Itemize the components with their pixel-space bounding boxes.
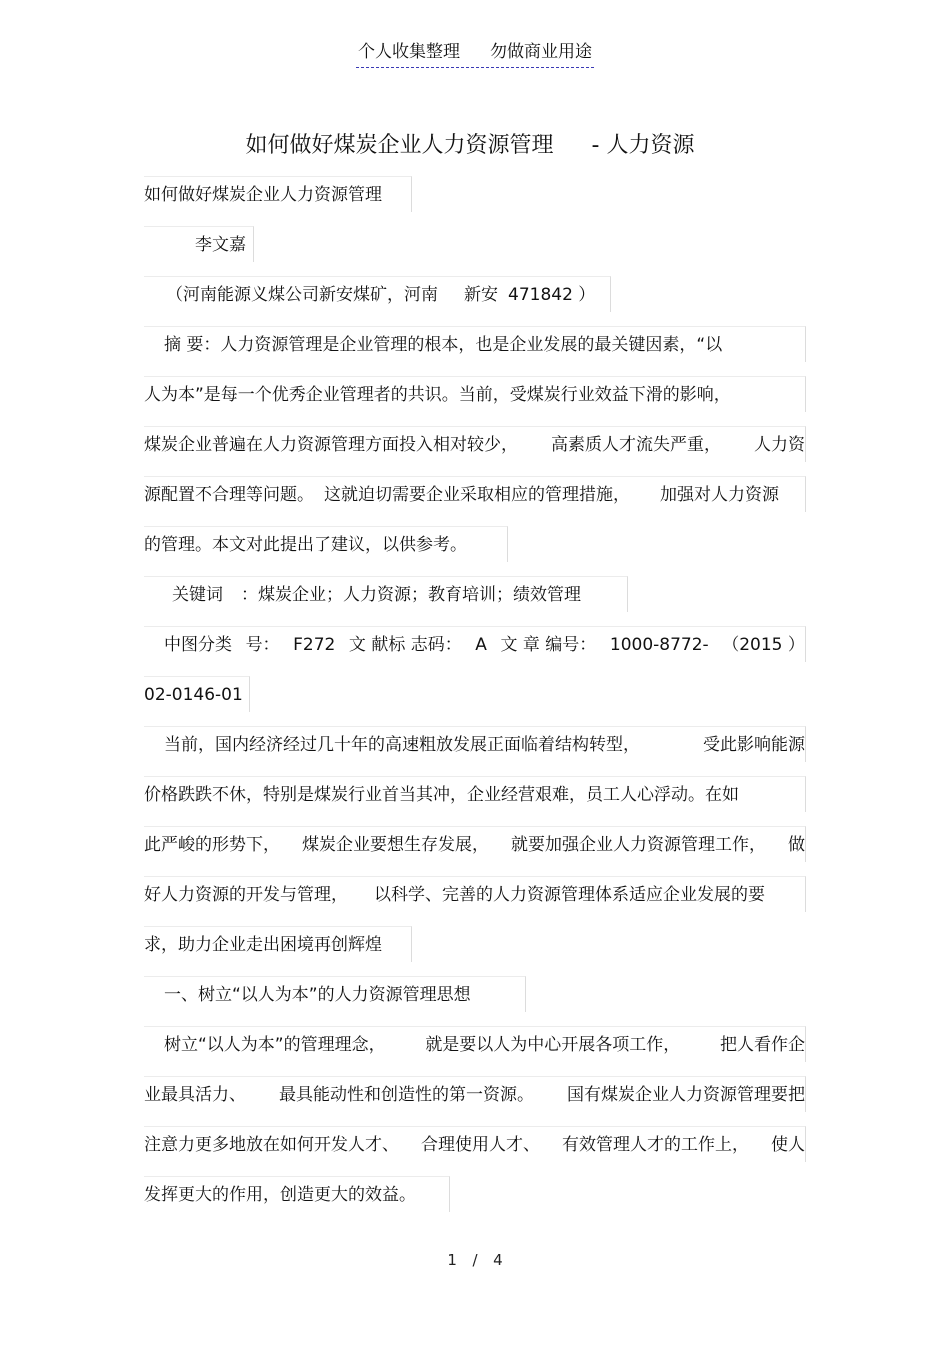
body-text: 煤炭企业要想生存发展， <box>302 835 489 855</box>
abstract-line-3 <box>144 426 806 462</box>
clc-text: （2015 ） <box>722 635 805 655</box>
body-text: 合理使用人才、 <box>421 1135 540 1155</box>
abstract-text: 摘 要：人力资源管理是企业管理的根本，也是企业发展的最关键因素，“以 <box>164 335 723 355</box>
section-heading-1 <box>144 976 526 1012</box>
section1-line-1 <box>144 1026 806 1062</box>
intro-line-3 <box>144 826 806 862</box>
body-text: 使人 <box>771 1135 805 1155</box>
body-text: 注意力更多地放在如何开发人才、 <box>144 1135 399 1155</box>
author-name: 李文嘉 <box>195 235 246 255</box>
document-title <box>0 130 940 162</box>
body-text: 以科学、完善的人力资源管理体系适应企业发展的要 <box>374 885 765 905</box>
abstract-text: 人为本”是每一个优秀企业管理者的共识。当前，受煤炭行业效益下滑的影响， <box>144 385 731 405</box>
clc-text: 02-0146-01 <box>144 685 243 705</box>
body-text: 树立“以人为本”的管理理念， <box>164 1035 386 1055</box>
header-left: 个人收集整理 <box>358 42 460 62</box>
body-text: 此严峻的形势下， <box>144 835 280 855</box>
title-suffix: - 人力资源 <box>591 133 695 158</box>
section1-line-2 <box>144 1076 806 1112</box>
body-text: 国有煤炭企业人力资源管理要把 <box>567 1085 805 1105</box>
classification-line <box>144 626 806 662</box>
abstract-line-5 <box>144 526 508 562</box>
body-text: 就要加强企业人力资源管理工作， <box>511 835 766 855</box>
abstract-text: 源配置不合理等问题。 <box>144 485 314 505</box>
abstract-line-1 <box>144 326 806 362</box>
section1-line-4 <box>144 1176 450 1212</box>
keywords-line <box>144 576 628 612</box>
page-separator: / <box>472 1251 478 1269</box>
abstract-text: 加强对人力资源 <box>660 485 779 505</box>
classification-line-2 <box>144 676 250 712</box>
body-text: 就是要以人为中心开展各项工作， <box>425 1035 681 1055</box>
clc-text: 号： <box>245 635 280 655</box>
abstract-line-4 <box>144 476 806 512</box>
intro-line-2 <box>144 776 806 812</box>
section1-line-3 <box>144 1126 806 1162</box>
keywords-label: 关键词 <box>172 585 223 605</box>
page-header <box>0 40 950 68</box>
section-heading-text: 一、树立“以人为本”的人力资源管理思想 <box>164 985 471 1005</box>
body-text: 发挥更大的作用，创造更大的效益。 <box>144 1185 416 1205</box>
title-main: 如何做好煤炭企业人力资源管理 <box>245 133 554 158</box>
page-number <box>0 1248 950 1272</box>
clc-text: A <box>475 635 487 655</box>
intro-line-5 <box>144 926 412 962</box>
header-text <box>356 40 594 68</box>
abstract-text: 煤炭企业普遍在人力资源管理方面投入相对较少， <box>144 435 518 455</box>
clc-text: F272 <box>293 635 336 655</box>
affiliation-postcode: 471842 ） <box>508 285 596 305</box>
page-current: 1 <box>447 1251 457 1269</box>
body-text: 价格跌跌不休，特别是煤炭行业首当其冲，企业经营艰难，员工人心浮动。在如 <box>144 785 739 805</box>
clc-text: 文 献标 志码： <box>348 635 462 655</box>
intro-line-1 <box>144 726 806 762</box>
affiliation-line <box>144 276 611 312</box>
body-text: 把人看作企 <box>720 1035 805 1055</box>
abstract-line-2 <box>144 376 806 412</box>
header-right: 勿做商业用途 <box>490 42 592 62</box>
abstract-text: 这就迫切需要企业采取相应的管理措施， <box>324 485 630 505</box>
intro-line-4 <box>144 876 806 912</box>
body-text: 做 <box>788 835 805 855</box>
page-total: 4 <box>493 1251 503 1269</box>
article-subtitle <box>144 176 412 212</box>
affiliation-org: （河南能源义煤公司新安煤矿，河南 <box>166 285 438 305</box>
body-text: 受此影响能源 <box>703 735 805 755</box>
keywords-text: ：煤炭企业；人力资源；教育培训；绩效管理 <box>241 585 581 605</box>
body-text: 求，助力企业走出困境再创辉煌 <box>144 935 382 955</box>
author-line <box>144 226 254 262</box>
body-text: 有效管理人才的工作上， <box>562 1135 749 1155</box>
body-text: 最具能动性和创造性的第一资源。 <box>279 1085 534 1105</box>
clc-text: 1000-8772- <box>609 635 709 655</box>
subtitle-text: 如何做好煤炭企业人力资源管理 <box>144 185 382 205</box>
abstract-text: 人力资 <box>754 435 805 455</box>
body-text: 业最具活力、 <box>144 1085 246 1105</box>
abstract-text: 高素质人才流失严重， <box>551 435 721 455</box>
body-text: 当前，国内经济经过几十年的高速粗放发展正面临着结构转型， <box>164 735 640 755</box>
body-text: 好人力资源的开发与管理， <box>144 885 348 905</box>
affiliation-city: 新安 <box>464 285 498 305</box>
clc-text: 文 章 编号： <box>500 635 597 655</box>
clc-text: 中图分类 <box>164 635 232 655</box>
abstract-text: 的管理。本文对此提出了建议，以供参考。 <box>144 535 467 555</box>
